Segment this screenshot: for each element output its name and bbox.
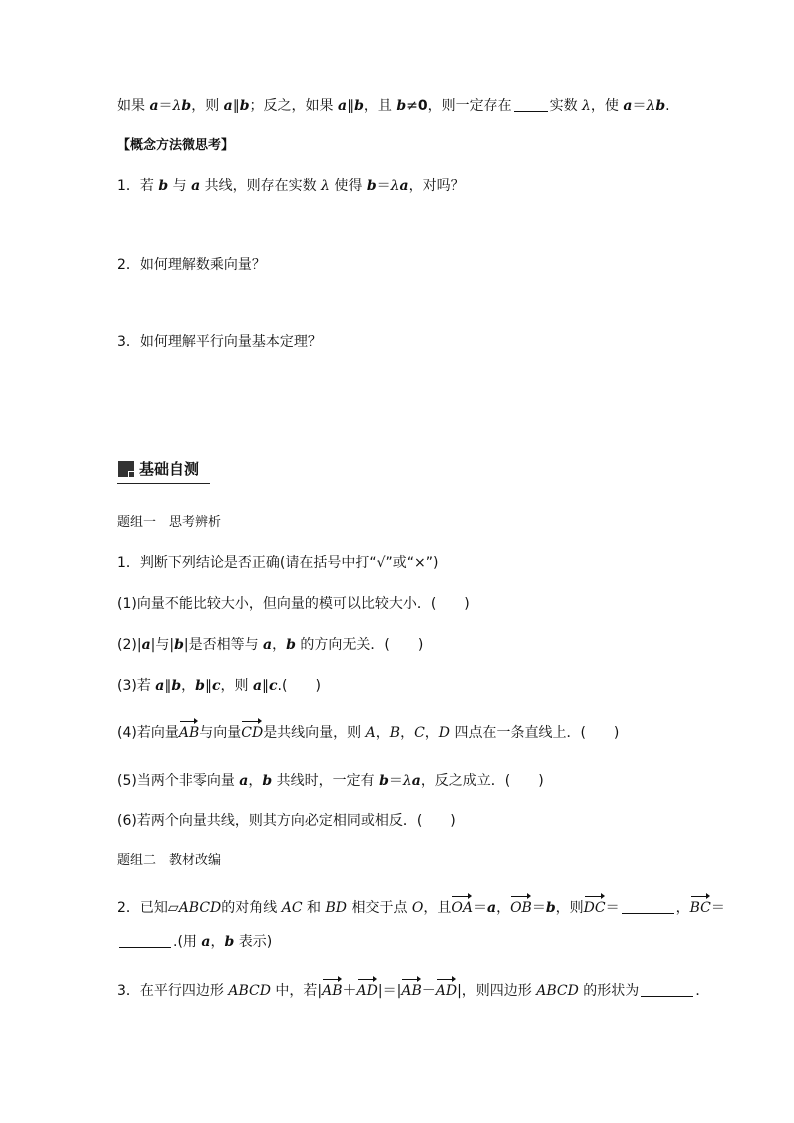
statement-2: (2)|a|与|b|是否相等与 a，b 的方向无关．( ) [117,637,424,653]
question-1: 1．若 b 与 a 共线，则存在实数 λ 使得 b＝λa，对吗？ [117,178,465,194]
section-title: 基础自测 [139,460,200,478]
group-2-title: 题组二 教材改编 [117,853,222,868]
answer-blank-dc[interactable] [622,898,674,914]
vector-bc: BC [689,900,711,916]
answer-blank[interactable] [514,96,548,112]
problem-2-line-1: 2．已知▱ABCD的对角线 AC 和 BD 相交于点 O，且OA＝a，OB＝b，则DC＝ ，BC＝ [117,900,725,916]
section-marker-icon [118,461,134,477]
vector-ab: AB [178,725,200,741]
answer-blank-shape[interactable] [641,981,693,997]
vector-dc: DC [583,900,606,916]
vector-oa: OA [451,900,473,916]
section-header [117,459,210,484]
vector-ad-1: AD [356,983,378,999]
theorem-line: 如果 a＝λb，则 a∥b；反之，如果 a∥b，且 b≠0，则一定存在 实数 λ，使 a＝λb. [117,98,670,114]
concept-label: 【概念方法微思考】 [117,138,235,153]
problem-3: 3．在平行四边形 ABCD 中，若|AB＋AD|＝|AB－AD|，则四边形 ABCD 的形状为 ． [117,983,710,999]
statement-5: (5)当两个非零向量 a，b 共线时，一定有 b＝λa，反之成立．( ) [117,773,544,789]
vector-ab-1: AB [322,983,343,999]
statement-4: (4)若向量AB与向量CD是共线向量，则 A，B，C，D 四点在一条直线上．( ) [117,725,620,741]
group-1-title: 题组一 思考辨析 [117,515,222,530]
vector-ad-2: AD [435,983,458,999]
statement-6: (6)若两个向量共线，则其方向必定相同或相反．( ) [117,813,456,829]
vector-ab-2: AB [401,983,422,999]
problem-2-line-2: .(用 a，b 表示) [117,932,272,952]
statement-3: (3)若 a∥b，b∥c，则 a∥c.( ) [117,678,321,694]
question-3: 3．如何理解平行向量基本定理？ [117,334,322,350]
answer-blank-bc[interactable] [119,932,171,948]
vector-cd: CD [241,725,264,741]
statement-1: (1)向量不能比较大小，但向量的模可以比较大小．( ) [117,596,470,612]
vector-ob: OB [510,900,532,916]
question-2: 2．如何理解数乘向量？ [117,257,266,273]
problem-1: 1．判断下列结论是否正确(请在括号中打“√”或“×”) [117,555,439,571]
